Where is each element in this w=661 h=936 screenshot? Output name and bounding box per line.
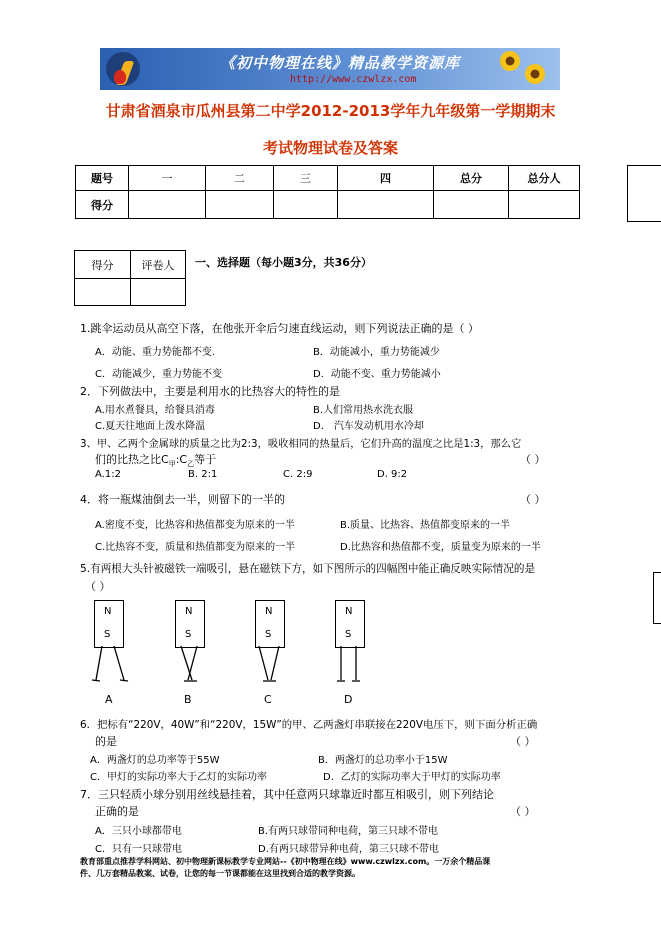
north-pole-label: N <box>265 606 273 617</box>
q6-option-c: C．甲灯的实际功率大于乙灯的实际功率 <box>90 772 267 783</box>
grader-header-score: 得分 <box>75 251 131 279</box>
figure-label-c: C <box>264 693 272 706</box>
q6-option-d: D．乙灯的实际功率大于甲灯的实际功率 <box>323 772 501 783</box>
banner-title: 《初中物理在线》精品教学资源库 <box>220 54 461 72</box>
pin-head <box>120 680 128 681</box>
q3-sub: 甲 <box>168 460 176 469</box>
q3-option-d: D. 9:2 <box>377 469 408 480</box>
q6-answer-paren: （ ） <box>510 735 536 748</box>
q3-text: 等于 <box>194 453 217 466</box>
question-3-line1: 3、甲、乙两个金属球的质量之比为2:3，吸收相同的热量后，它们升高的温度之比是1:3，那么它 <box>80 438 522 450</box>
south-pole-label: S <box>265 629 272 640</box>
q3-option-a: A.1:2 <box>95 469 121 480</box>
question-6-line2: 的是 <box>95 735 117 748</box>
q3-text: :C <box>175 453 188 466</box>
question-7-line1: 7．三只轻质小球分别用丝线悬挂着，其中任意两只球靠近时都互相吸引，则下列结论 <box>80 788 494 801</box>
banner-url: http://www.czwlzx.com <box>290 74 417 85</box>
q3-sub: 乙 <box>187 460 195 469</box>
header-cell: 题号 <box>76 166 129 191</box>
pin-b-right <box>188 646 197 680</box>
header-cell: 四 <box>338 166 434 191</box>
q6-option-a: A．两盏灯的总功率等于55W <box>90 755 220 766</box>
q1-option-d: D．动能不变、重力势能减小 <box>313 369 441 380</box>
question-2: 2．下列做法中，主要是利用水的比热容大的特性的是 <box>80 385 340 398</box>
footer-line-2: 件、几万套精品教案、试卷，让您的每一节课都能在这里找到合适的教学资源。 <box>80 869 360 878</box>
q1-option-c: C．动能减少，重力势能不变 <box>95 369 222 380</box>
q4-option-d: D.比热容和热值都不变，质量变为原来的一半 <box>340 542 541 553</box>
section-heading: 一、选择题（每小题3分，共36分） <box>195 256 372 269</box>
pin-a-right <box>114 646 124 680</box>
q4-option-c: C.比热容不变，质量和热值都变为原来的一半 <box>95 542 296 553</box>
figure-label-d: D <box>344 693 353 706</box>
q3-answer-paren: （ ） <box>520 453 546 466</box>
page-title-line2: 考试物理试卷及答案 <box>262 139 398 157</box>
q2-option-b: B.人们常用热水洗衣服 <box>313 405 414 416</box>
header-cell: 总分人 <box>509 166 580 191</box>
q7-option-b: B.有两只球带同种电荷，第三只球不带电 <box>258 826 439 837</box>
grader-header-reviewer: 评卷人 <box>131 251 186 279</box>
page-edge-box <box>653 572 661 624</box>
question-7-line2: 正确的是 <box>95 805 139 818</box>
north-pole-label: N <box>104 606 112 617</box>
q2-option-c: C.夏天往地面上泼水降温 <box>95 421 206 432</box>
north-pole-label: N <box>345 606 353 617</box>
south-pole-label: S <box>345 629 352 640</box>
q5-answer-paren: （ ） <box>85 580 111 593</box>
north-pole-label: N <box>185 606 193 617</box>
q7-answer-paren: （ ） <box>510 805 536 818</box>
q3-option-c: C. 2:9 <box>283 469 313 480</box>
question-1: 1.跳伞运动员从高空下落，在他张开伞后匀速直线运动，则下列说法正确的是（ ） <box>80 322 479 335</box>
pin-a-left <box>96 646 102 680</box>
pin-head <box>92 680 100 681</box>
q4-option-a: A.密度不变，比热容和热值都变为原来的一半 <box>95 520 295 531</box>
south-pole-label: S <box>104 629 111 640</box>
header-cell: 一 <box>129 166 206 191</box>
q2-option-d: D． 汽车发动机用水冷却 <box>313 421 424 432</box>
q7-option-a: A．三只小球都带电 <box>95 826 182 837</box>
header-cell: 三 <box>274 166 338 191</box>
q4-option-b: B.质量、比热容、热值都变原来的一半 <box>340 520 511 531</box>
page-title-line1: 甘肃省酒泉市瓜州县第二中学2012-2013学年九年级第一学期期末 <box>105 102 556 120</box>
header-cell: 二 <box>206 166 274 191</box>
q7-option-c: C．只有一只球带电 <box>95 844 182 855</box>
question-6-line1: 6．把标有“220V，40W”和“220V，15W”的甲、乙两盏灯串联接在220V电压下，则下面分析正确 <box>80 719 538 731</box>
q6-option-b: B．两盏灯的总功率小于15W <box>318 755 448 766</box>
figure-label-b: B <box>184 693 192 706</box>
q3-option-b: B. 2:1 <box>188 469 218 480</box>
q4-answer-paren: （ ） <box>520 493 546 506</box>
q2-option-a: A.用水煮餐具，给餐具消毒 <box>95 405 215 416</box>
q3-text: 们的比热之比C <box>95 453 169 466</box>
footer-line-1: 教育部重点推荐学科网站、初中物理新课标教学专业网站--《初中物理在线》www.czwlzx.com。一万余个精品课 <box>80 857 491 866</box>
pin-c-right <box>271 646 279 680</box>
figure-label-a: A <box>105 693 113 706</box>
page-footer <box>80 856 640 880</box>
q1-option-b: B．动能减小，重力势能减少 <box>313 347 440 358</box>
pin-c-left <box>259 646 268 680</box>
pin-b-left <box>181 646 192 680</box>
header-cell: 总分 <box>434 166 509 191</box>
q1-option-a: A．动能、重力势能都不变. <box>95 347 216 358</box>
row-label: 得分 <box>76 191 129 219</box>
q7-option-d: D.有两只球带异种电荷，第三只球不带电 <box>258 844 439 855</box>
question-5: 5.有两根大头针被磁铁一端吸引，悬在磁铁下方，如下图所示的四幅图中能正确反映实际情况的是 <box>80 563 536 575</box>
question-4: 4．将一瓶煤油倒去一半，则留下的一半的 <box>80 493 285 506</box>
south-pole-label: S <box>185 629 192 640</box>
